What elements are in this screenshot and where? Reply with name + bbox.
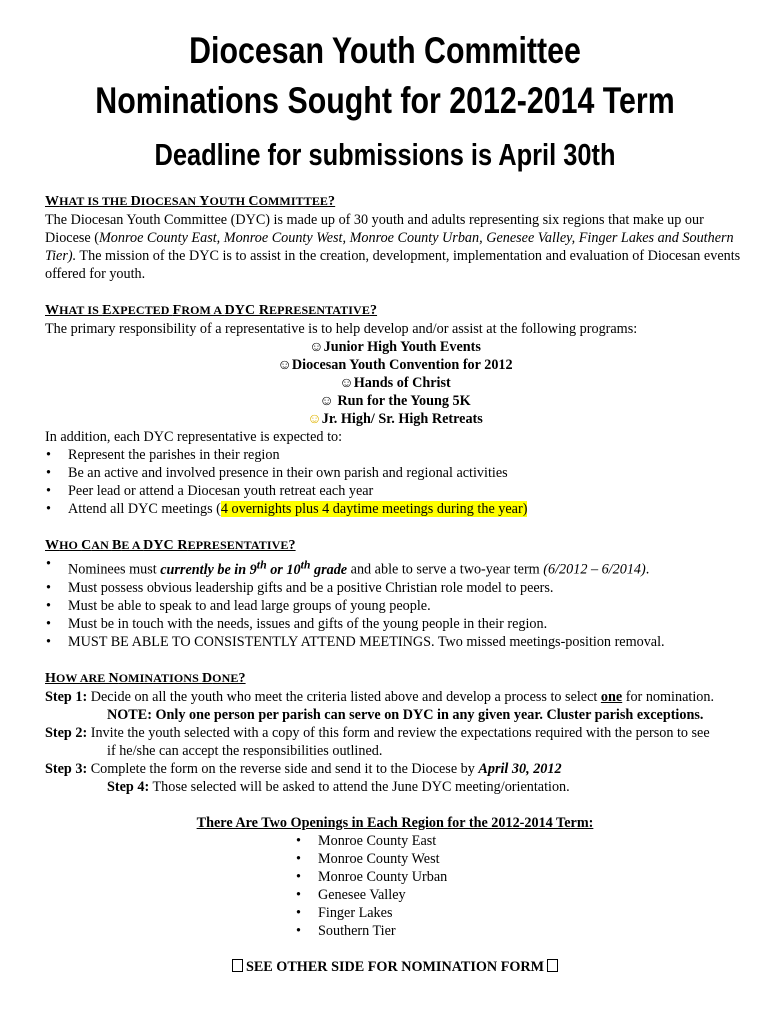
program-label: Run for the Young 5K	[333, 393, 471, 409]
page-subtitle: Nominations Sought for 2012-2014 Term	[95, 80, 675, 121]
list-item: • Be an active and involved presence in their own parish and regional activities	[45, 464, 745, 482]
heading-part: OMMITTEE	[258, 194, 329, 208]
heading-part: OW ARE	[56, 670, 109, 685]
step-text: Invite the youth selected with a copy of this form and review the expectations required with the person to see	[87, 724, 710, 741]
heading-part: ?	[288, 538, 296, 553]
smiley-icon: ☺	[339, 375, 354, 391]
list-item: • Must be able to speak to and lead large groups of young people.	[45, 597, 745, 615]
step-label: Step 2:	[45, 724, 88, 741]
responsibility-intro: The primary responsibility of a representative is to help develop and/or assist at the following programs:	[45, 321, 638, 337]
heading-part: Y	[199, 194, 210, 209]
heading-part: IOCESAN	[140, 194, 200, 208]
program-item	[45, 356, 745, 374]
heading-part: W	[45, 303, 60, 318]
regions-italic: Monroe County East, Monroe County West, Monroe County Urban, Genesee Valley, Finger Lakes and Southern Tier).	[45, 230, 734, 264]
heading-part: HAT IS THE	[59, 194, 131, 208]
heading-part: DYC R	[143, 538, 188, 553]
list-item	[45, 555, 745, 579]
heading-part: C	[81, 538, 92, 553]
note-text: NOTE: Only one person per parish can serve on DYC in any given year. Cluster parish exceptions.	[107, 706, 704, 723]
list-item: • Must be in touch with the needs, issues and gifts of the young people in their region.	[45, 615, 745, 633]
grade-text: grade	[310, 561, 348, 578]
step-label: Step 1:	[45, 688, 88, 705]
emphasis-one: one	[600, 688, 623, 705]
list-item: • Monroe County West	[295, 850, 495, 868]
smiley-icon: ☺	[309, 339, 324, 355]
heading-part: DYC R	[224, 303, 270, 318]
step-text: Complete the form on the reverse side and send it to the Diocese by	[87, 760, 479, 777]
list-item: • Genesee Valley	[295, 886, 495, 904]
list-item: • Monroe County East	[295, 832, 495, 850]
heading-part: B	[111, 538, 122, 553]
list-item-text: and able to serve a two-year term	[347, 561, 544, 578]
list-item: • Monroe County Urban	[295, 868, 495, 886]
superscript: th	[256, 557, 267, 571]
program-label: Hands of Christ	[353, 375, 451, 391]
program-item	[45, 392, 745, 410]
program-label: Jr. High/ Sr. High Retreats	[321, 411, 483, 427]
box-glyph-icon	[232, 959, 243, 972]
deadline-date: April 30, 2012	[478, 760, 562, 777]
eligibility-list	[45, 555, 745, 651]
program-label: Junior High Youth Events	[323, 339, 481, 355]
smiley-icon: ☺	[277, 357, 292, 373]
program-item	[45, 374, 745, 392]
heading-part: EPRESENTATIVE	[187, 538, 289, 552]
list-item	[45, 500, 745, 518]
section-heading-nominations	[45, 669, 745, 688]
see-other-side-notice	[45, 958, 745, 976]
heading-part: W	[45, 538, 60, 553]
heading-part: N	[108, 670, 119, 686]
page-title: Diocesan Youth Committee	[189, 30, 581, 71]
section-heading-what-is-dyc	[45, 192, 745, 211]
openings-heading: There Are Two Openings in Each Region for the 2012-2014 Term:	[196, 814, 594, 831]
list-item: • Finger Lakes	[295, 904, 495, 922]
paragraph-text: The mission of the DYC is to assist in the creation, development, implementation and evaluation of Diocesan events offered for youth.	[45, 248, 741, 282]
list-item: • Peer lead or attend a Diocesan youth retreat each year	[45, 482, 745, 500]
step-label: Step 4:	[107, 778, 150, 795]
program-item	[45, 338, 745, 356]
list-item: • Represent the parishes in their region	[45, 446, 745, 464]
heading-part: D	[130, 194, 141, 209]
box-glyph-icon	[547, 959, 558, 972]
heading-part: OMINATIONS	[118, 670, 202, 685]
list-item: • MUST BE ABLE TO CONSISTENTLY ATTEND MEETINGS. Two missed meetings-position removal.	[45, 633, 745, 651]
program-label: Diocesan Youth Convention for 2012	[291, 357, 513, 373]
heading-part: HO	[59, 538, 82, 552]
list-item: • Must possess obvious leadership gifts and be a positive Christian role model to peers.	[45, 579, 745, 597]
addition-intro: In addition, each DYC representative is expected to:	[45, 429, 343, 445]
step-4	[45, 778, 745, 796]
heading-part: ONE	[212, 670, 239, 685]
heading-part: ?	[369, 303, 378, 318]
grade-text: or 10	[266, 561, 301, 578]
highlighted-text: 4 overnights plus 4 daytime meetings during the year)	[220, 501, 528, 517]
step-text: for nomination.	[622, 688, 714, 705]
heading-part: W	[45, 194, 60, 209]
heading-part: XPECTED	[111, 303, 173, 317]
heading-part: ROM A	[181, 303, 225, 317]
superscript: th	[300, 557, 311, 571]
heading-part: OUTH	[209, 194, 249, 208]
expectations-list	[45, 446, 745, 518]
heading-part: ?	[328, 194, 336, 209]
paragraph-text: The Diocesan Youth Committee (DYC) is made up of 30 youth and adults representing six regions that make up our Diocese (	[45, 212, 704, 246]
regions-list	[295, 832, 495, 940]
heading-part: D	[201, 670, 213, 686]
heading-part: E	[102, 303, 112, 318]
dyc-description	[45, 211, 745, 283]
section-heading-who-can-be	[45, 536, 745, 555]
heading-part: AN	[91, 538, 112, 552]
heading-part: EPRESENTATIVE	[269, 303, 370, 317]
step-1	[45, 688, 745, 706]
heading-part: HAT IS	[59, 303, 103, 317]
list-item-text: Nominees must	[68, 561, 161, 578]
section-heading-expected	[45, 301, 745, 320]
step-2	[45, 724, 745, 742]
program-item	[45, 410, 745, 428]
footer-text: SEE OTHER SIDE FOR NOMINATION FORM	[245, 958, 545, 975]
deadline-heading: Deadline for submissions is April 30th	[154, 137, 616, 172]
heading-part: ?	[238, 670, 246, 686]
heading-part: C	[248, 194, 259, 209]
heading-part: H	[45, 670, 56, 686]
note	[45, 706, 745, 724]
list-item: • Southern Tier	[295, 922, 495, 940]
heading-part: E A	[121, 538, 144, 552]
grade-text: currently be in 9	[160, 561, 257, 578]
smiley-icon: ☺	[307, 411, 322, 427]
step-label: Step 3:	[45, 760, 88, 777]
list-item-text: .	[645, 561, 650, 578]
step-text: Those selected will be asked to attend the June DYC meeting/orientation.	[149, 778, 570, 795]
step-3	[45, 760, 745, 778]
step-text: Decide on all the youth who meet the criteria listed above and develop a process to select	[87, 688, 601, 705]
step-2-continued: if he/she can accept the responsibilities outlined.	[107, 742, 383, 759]
document-body	[45, 192, 745, 976]
smiley-icon: ☺	[319, 393, 334, 409]
heading-part: F	[172, 303, 182, 318]
list-item-text: Attend all DYC meetings (	[68, 501, 221, 517]
term-dates: (6/2012 – 6/2014)	[543, 561, 646, 578]
